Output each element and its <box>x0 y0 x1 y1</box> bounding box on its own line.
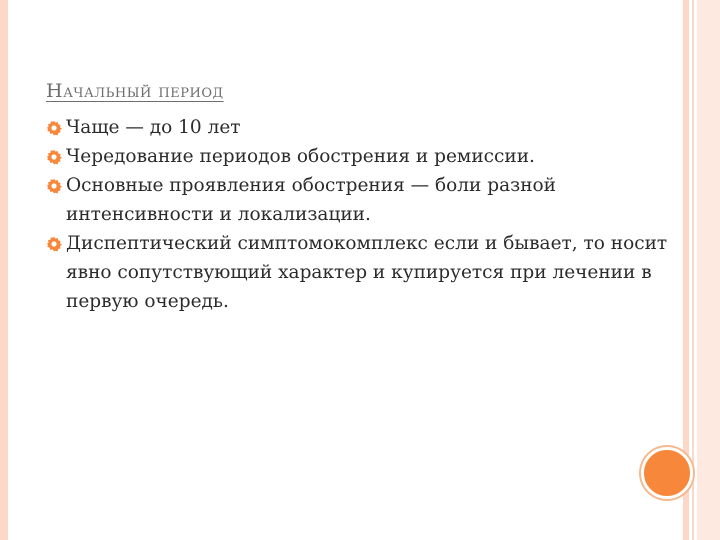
bullet-item <box>46 171 681 229</box>
gear-icon <box>46 178 62 194</box>
gear-icon <box>46 120 62 136</box>
bullet-text: Основные проявления обострения — боли разной интенсивности и локализации. <box>66 175 556 225</box>
bullet-list <box>46 113 681 316</box>
slide-title: Начальный период <box>46 80 224 102</box>
bullet-item <box>46 142 681 171</box>
bullet-item <box>46 229 681 316</box>
gear-icon <box>46 236 62 252</box>
bullet-text: Диспептический симптомокомплекс если и бывает, то носит явно сопутствующий характер и купируется при лечении в первую очередь. <box>66 233 668 312</box>
slide-number-circle <box>641 447 693 499</box>
bullet-item <box>46 113 681 142</box>
bullet-text: Чередование периодов обострения и ремиссии. <box>66 146 535 167</box>
bullet-text: Чаще — до 10 лет <box>66 117 241 138</box>
gear-icon <box>46 149 62 165</box>
left-border-decoration <box>0 0 8 540</box>
